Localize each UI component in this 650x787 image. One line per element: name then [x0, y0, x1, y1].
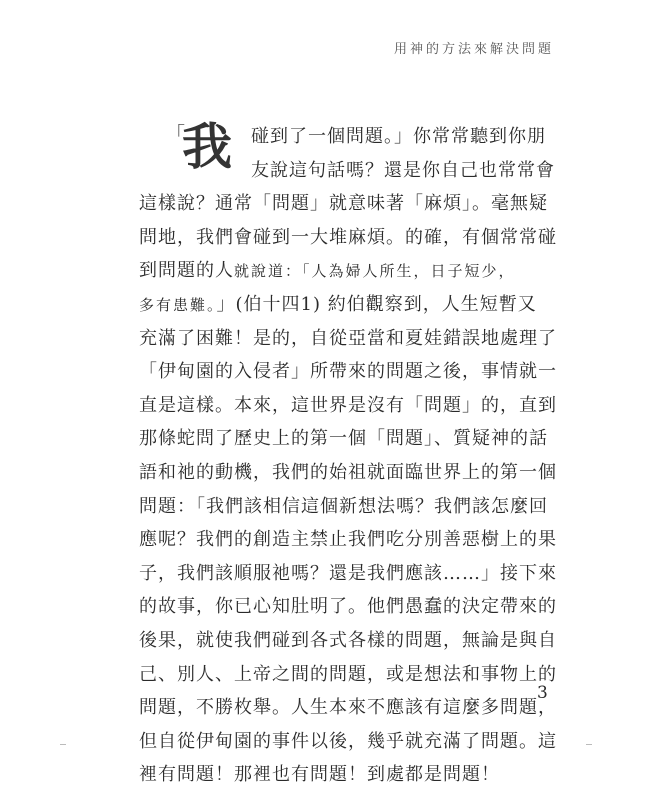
- body-line: 子，我們該順服祂嗎？還是我們應該……」接下來: [139, 562, 557, 584]
- body-line: 那條蛇問了歷史上的第一個「問題」、質疑神的話: [139, 428, 548, 450]
- body-line: 直是這樣。本來，這世界是沒有「問題」的，直到: [139, 394, 557, 416]
- body-line: 語和祂的動機，我們的始祖就面臨世界上的第一個: [139, 462, 557, 483]
- body-line: 碰到了一個問題。」你常常聽到你朋: [251, 126, 546, 147]
- body-line: 問題：「我們該相信這個新想法嗎？我們該怎麼回: [139, 495, 548, 517]
- body-line: 後果，就使我們碰到各式各樣的問題，無論是與自: [139, 630, 557, 651]
- page-number: 3: [537, 683, 548, 703]
- body-line: 己、別人、上帝之間的問題，或是想法和事物上的: [139, 663, 557, 685]
- crop-mark-right: [586, 744, 592, 745]
- body-line: 到問題的人就說道：「人為婦人所生，日子短少，: [139, 260, 516, 282]
- body-line: 充滿了困難！是的，自從亞當和夏娃錯誤地處理了: [139, 327, 557, 349]
- running-header: 用神的方法來解決問題: [393, 42, 554, 57]
- body-line: 但自從伊甸園的事件以後，幾乎就充滿了問題。這: [139, 730, 557, 752]
- body-line: 的故事，你已心知肚明了。他們愚蠢的決定帶來的: [139, 596, 557, 618]
- body-line: 這樣說？通常「問題」就意味著「麻煩」。毫無疑: [139, 193, 548, 215]
- body-line: 友說這句話嗎？還是你自己也常常會: [251, 159, 555, 181]
- crop-mark-left: [60, 744, 66, 745]
- scripture-quote: 多有患難。: [139, 296, 217, 314]
- body-line: 多有患難。」(伯十四1) 約伯觀察到，人生短暫又: [139, 294, 537, 315]
- drop-cap: 我: [182, 117, 232, 176]
- body-line: 「伊甸園的入侵者」所帶來的問題之後，事情就一: [139, 361, 557, 383]
- body-line: 問題，不勝枚舉。人生本來不應該有這麼多問題，: [139, 697, 557, 719]
- scripture-quote: 就說道：「人為婦人所生，日子短少，: [234, 262, 516, 281]
- body-line: 應呢？我們的創造主禁止我們吃分別善惡樹上的果: [139, 529, 557, 551]
- body-line: 問地，我們會碰到一大堆麻煩。的確，有個常常碰: [139, 226, 557, 248]
- opening-quote-mark: 「: [166, 123, 186, 145]
- body-line: 裡有問題！那裡也有問題！到處都是問題！: [139, 764, 500, 786]
